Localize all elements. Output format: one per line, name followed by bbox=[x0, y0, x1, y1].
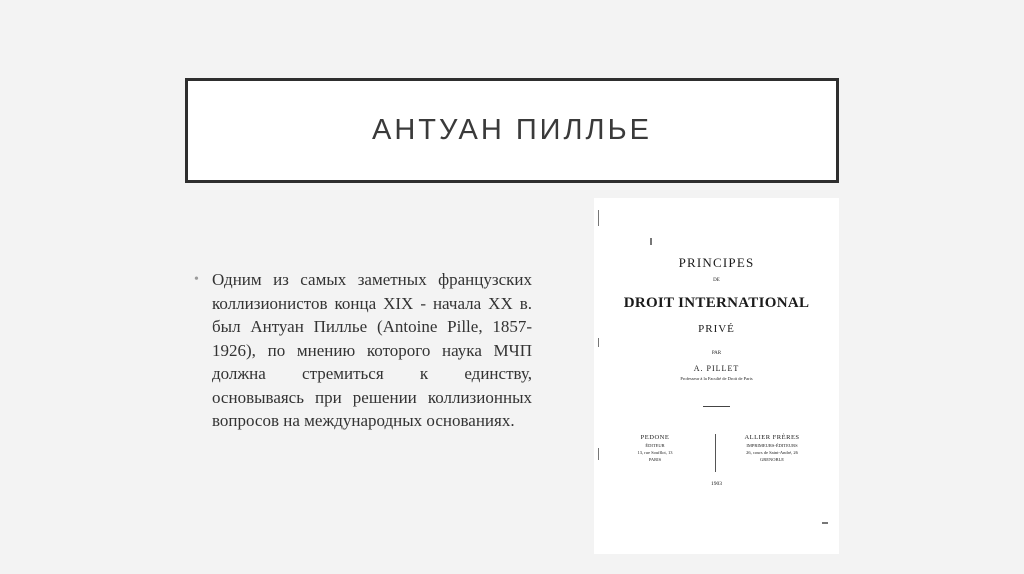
scan-speck bbox=[598, 448, 599, 460]
publisher-right-city: GRENOBLE bbox=[760, 457, 784, 462]
slide-title-box bbox=[185, 78, 839, 183]
publisher-left-name: PEDONE bbox=[640, 434, 670, 441]
book-publisher-left bbox=[595, 434, 715, 463]
scan-speck bbox=[650, 238, 652, 245]
book-publisher-right bbox=[712, 434, 832, 463]
book-year: 1903 bbox=[711, 481, 722, 487]
book-cover-image bbox=[594, 198, 839, 554]
book-author-title: Professeur à la Faculté de Droit de Paris bbox=[680, 376, 753, 381]
book-divider bbox=[703, 406, 730, 407]
bullet-paragraph: Одним из самых заметных французских коллизионистов конца XIX - начала XX в. был Антуан Пиллье (Antoine Pille, 1857-1926), по мнению которого наука МЧП должна стремиться к единству, основываясь при решении коллизионных вопросов на международных основаниях. bbox=[212, 270, 532, 430]
book-author: A. PILLET bbox=[693, 364, 740, 373]
publisher-left-address: 13, rue Soufflot, 13 bbox=[637, 450, 673, 455]
publisher-right-address: 26, cours de Saint-André, 26 bbox=[746, 450, 798, 455]
slide-title: АНТУАН ПИЛЛЬЕ bbox=[372, 114, 652, 146]
publisher-right-name: ALLIER FRÈRES bbox=[744, 434, 800, 441]
publisher-right-role: IMPRIMEURS-ÉDITEURS bbox=[746, 443, 798, 448]
scan-speck bbox=[598, 210, 599, 226]
book-title-line4: PRIVÉ bbox=[698, 323, 735, 335]
bullet-text-block bbox=[196, 268, 532, 433]
book-title-line1: PRINCIPES bbox=[678, 255, 755, 270]
book-title-line2: DE bbox=[713, 278, 720, 283]
publisher-left-city: PARIS bbox=[648, 457, 662, 462]
scan-speck bbox=[598, 338, 599, 347]
scan-speck bbox=[822, 522, 828, 524]
bullet-icon: • bbox=[194, 272, 199, 287]
publisher-left-role: ÉDITEUR bbox=[645, 443, 665, 448]
book-by: PAR bbox=[711, 351, 722, 356]
book-title-line3: DROIT INTERNATIONAL bbox=[623, 295, 810, 311]
